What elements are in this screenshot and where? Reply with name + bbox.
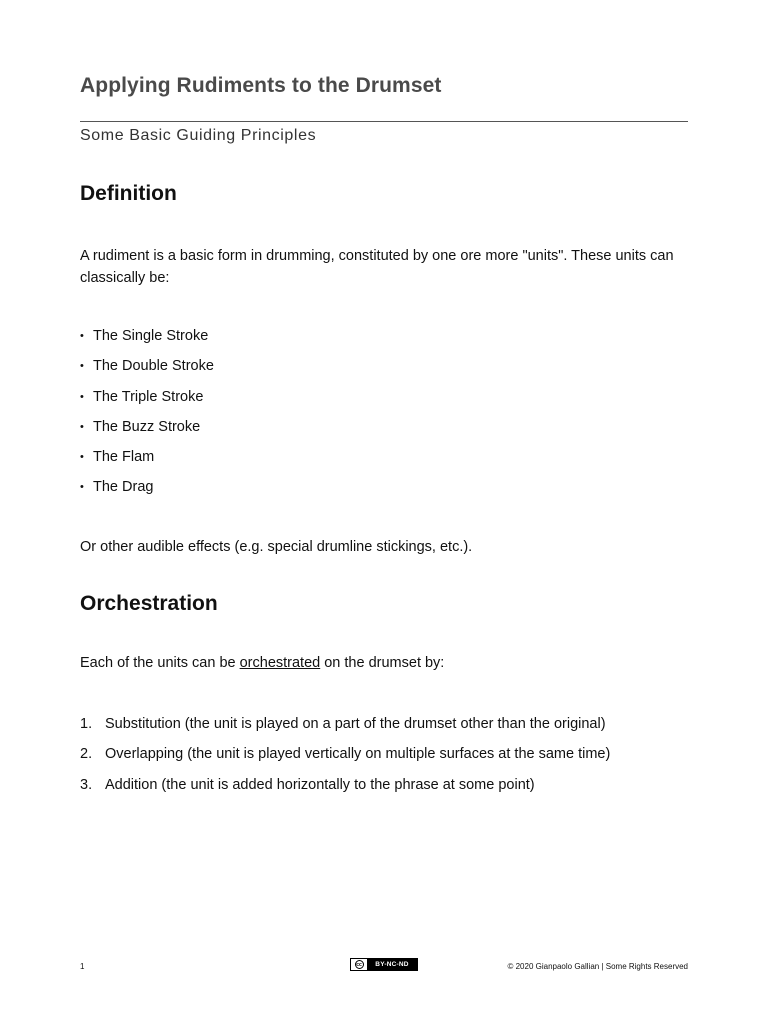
bullet-icon: • (80, 330, 84, 342)
orchestration-heading: Orchestration (80, 592, 218, 615)
units-list (80, 324, 214, 506)
unit-label: The Drag (93, 479, 154, 496)
page-footer (80, 958, 688, 974)
bullet-icon: • (80, 390, 84, 403)
list-item (80, 324, 214, 354)
unit-label: The Buzz Stroke (93, 418, 201, 435)
item-text: Addition (the unit is added horizontally to the phrase at some point) (105, 776, 535, 793)
list-item (80, 445, 214, 475)
intro-text-after: on the drumset by: (320, 655, 445, 671)
definition-intro: A rudiment is a basic form in drumming, constituted by one ore more "units". These units can classically be: (80, 248, 674, 286)
orchestration-intro (80, 652, 690, 674)
list-item (80, 415, 214, 445)
title-divider (80, 121, 688, 122)
license-badge (350, 958, 418, 971)
page-number: 1 (80, 962, 85, 971)
copyright-notice: © 2020 Gianpaolo Gallian | Some Rights Reserved (507, 962, 688, 971)
unit-label: The Double Stroke (93, 358, 214, 375)
document-subtitle: Some Basic Guiding Principles (80, 127, 317, 144)
intro-text-before: Each of the units can be (80, 655, 240, 671)
list-item (80, 712, 610, 742)
cc-icon: cc (356, 962, 362, 968)
bullet-icon: • (80, 360, 84, 373)
list-item (80, 773, 610, 803)
definition-outro: Or other audible effects (e.g. special drumline stickings, etc.). (80, 539, 473, 555)
unit-label: The Flam (93, 449, 155, 466)
item-number: 1. (80, 716, 93, 732)
license-label: BY-NC-ND (375, 961, 409, 968)
item-text: Overlapping (the unit is played vertically on multiple surfaces at the same time) (105, 746, 611, 763)
item-number: 3. (80, 776, 93, 793)
unit-label: The Triple Stroke (93, 388, 204, 405)
item-text: Substitution (the unit is played on a part of the drumset other than the original) (105, 716, 606, 732)
document-page (80, 0, 688, 1024)
list-item (80, 742, 610, 772)
definition-heading: Definition (80, 182, 177, 205)
list-item (80, 354, 214, 384)
unit-label: The Single Stroke (93, 328, 209, 344)
item-number: 2. (80, 746, 93, 763)
bullet-icon: • (80, 481, 84, 494)
list-item (80, 385, 214, 415)
orchestration-methods-list (80, 712, 610, 803)
document-title: Applying Rudiments to the Drumset (80, 74, 442, 97)
list-item (80, 475, 214, 505)
bullet-icon: • (80, 420, 84, 433)
bullet-icon: • (80, 451, 84, 464)
orchestrated-term: orchestrated (239, 655, 321, 671)
